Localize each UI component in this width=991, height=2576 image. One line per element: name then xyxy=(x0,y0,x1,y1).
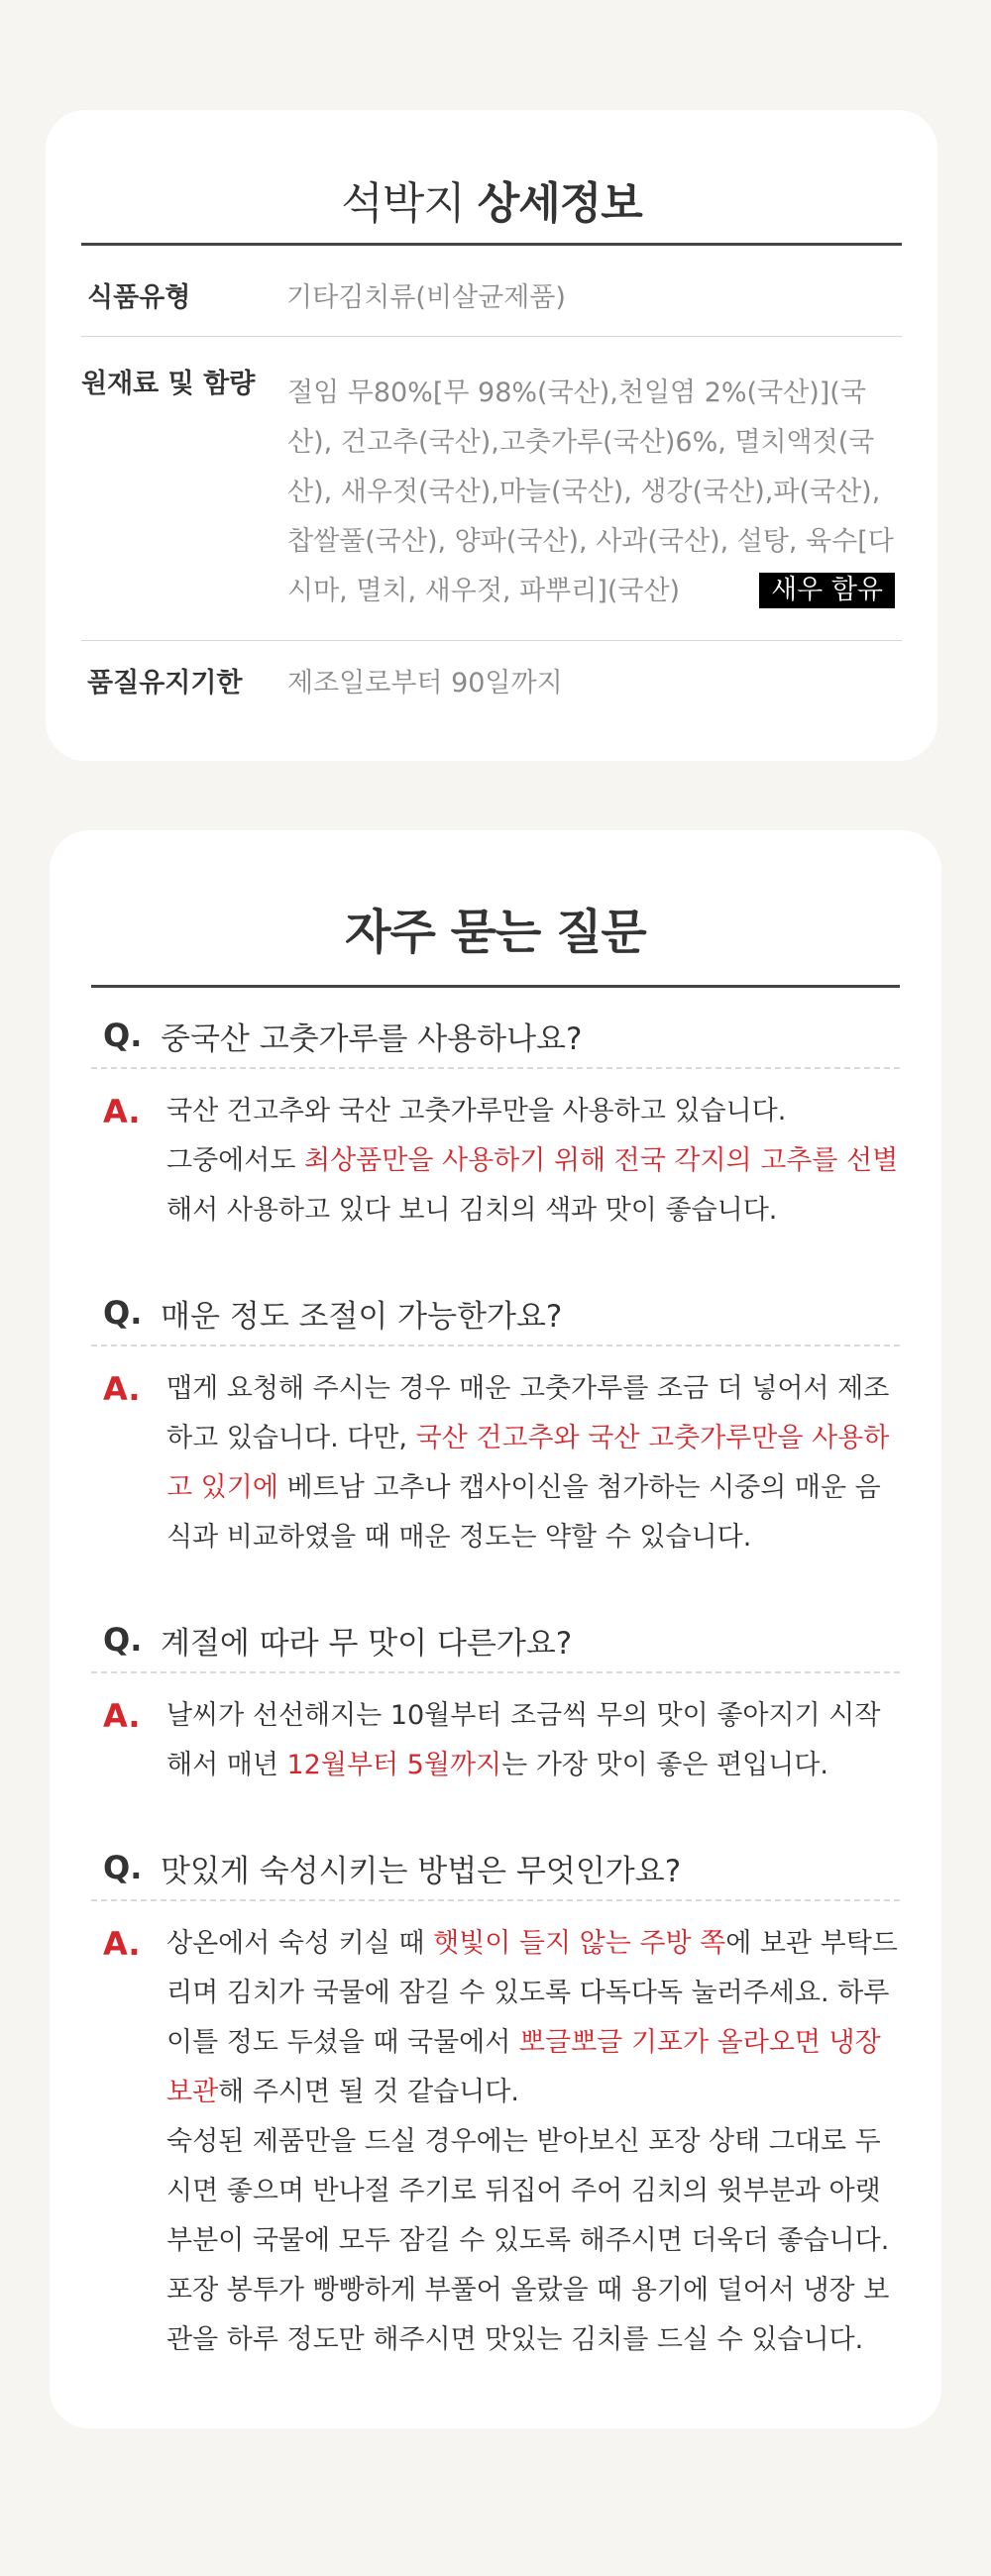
faq-item xyxy=(91,1265,900,1592)
question-mark: Q. xyxy=(103,1017,143,1054)
faq-answer-row xyxy=(91,1069,900,1265)
faq-question-row xyxy=(91,1592,900,1673)
answer-text: 날씨가 선선해지는 10월부터 조금씩 무의 맛이 좋아지기 시작해서 매년 xyxy=(166,1700,881,1780)
faq-question: 매운 정도 조절이 가능한가요? xyxy=(161,1298,563,1335)
table-row xyxy=(81,641,902,710)
answer-text: 해 주시면 될 것 같습니다. xyxy=(218,2077,519,2107)
faq-answer-row xyxy=(91,1346,900,1592)
answer-text: 는 가장 맛이 좋은 편입니다. xyxy=(501,1750,828,1780)
faq-item xyxy=(91,988,900,1265)
faq-item xyxy=(91,1592,900,1820)
faq-answer-row xyxy=(91,1901,900,2395)
table-row xyxy=(81,246,902,337)
faq-item xyxy=(91,1820,900,2395)
faq-title: 자주 묻는 질문 xyxy=(345,905,646,960)
faq-question-row xyxy=(91,988,900,1069)
answer-text: 해서 사용하고 있다 보니 김치의 색과 맛이 좋습니다. xyxy=(166,1195,778,1226)
answer-text: 그중에서도 xyxy=(166,1145,304,1176)
answer-text: 국산 건고추와 국산 고춧가루만을 사용하고 있습니다. xyxy=(166,1096,787,1127)
faq-answer-row xyxy=(91,1673,900,1820)
faq-question: 중국산 고춧가루를 사용하나요? xyxy=(161,1020,583,1057)
highlight-text: 뽀글뽀글 기포가 올라오면 냉장 보관 xyxy=(166,2027,881,2107)
answer-text: 에 보관 부탁드리며 김치가 국물에 잠길 수 있도록 다독다독 눌러주세요. 하루 이틀 정도 두셨을 때 국물에서 xyxy=(166,1928,898,2058)
table-row xyxy=(81,337,902,641)
shrimp-allergen-badge: 새우 함유 xyxy=(759,573,895,608)
faq-answer xyxy=(161,1691,900,1790)
answer-text: 베트남 고추나 캡사이신을 첨가하는 시중의 매운 음식과 비교하였을 때 매운 정도는 약할 수 있습니다. xyxy=(166,1472,881,1553)
shelf-life-label: 품질유지기한 xyxy=(87,668,243,698)
faq-question: 맛있게 숙성시키는 방법은 무엇인가요? xyxy=(161,1853,682,1889)
highlight-text: 국산 건고추와 국산 고춧가루만을 사용하고 있기에 xyxy=(166,1423,890,1503)
answer-text: 숙성된 제품만을 드실 경우에는 받아보신 포장 상태 그대로 두시면 좋으며 반나절 주기로 뒤집어 주어 김치의 윗부분과 아랫부분이 국물에 모두 잠길 수 있도록 해주시면 더욱더 좋습니다. xyxy=(166,2126,890,2256)
answer-mark: A. xyxy=(103,1370,141,1408)
detail-title-light: 석박지 xyxy=(341,178,465,229)
food-type-value: 기타김치류(비살균제품) xyxy=(286,282,566,313)
highlight-text: 최상품만을 사용하기 위해 전국 각지의 고추를 선별 xyxy=(304,1145,899,1176)
highlight-text: 햇빛이 들지 않는 주방 쪽 xyxy=(433,1928,726,1959)
question-mark: Q. xyxy=(103,1849,143,1886)
detail-title xyxy=(81,110,902,243)
product-detail-card xyxy=(46,110,937,761)
answer-text: 상온에서 숙성 키실 때 xyxy=(166,1928,434,1959)
detail-table xyxy=(81,246,902,709)
question-mark: Q. xyxy=(103,1294,143,1332)
food-type-label: 식품유형 xyxy=(87,282,191,313)
answer-mark: A. xyxy=(103,1697,141,1735)
faq-question-row xyxy=(91,1820,900,1901)
faq-answer xyxy=(161,1087,900,1235)
answer-text: 포장 봉투가 빵빵하게 부풀어 올랐을 때 용기에 덜어서 냉장 보관을 하루 정도만 해주시면 맛있는 김치를 드실 수 있습니다. xyxy=(166,2275,890,2355)
detail-title-bold: 상세정보 xyxy=(477,178,642,229)
faq-list xyxy=(91,988,900,2395)
ingredients-value: 절임 무80%[무 98%(국산),천일염 2%(국산)](국산), 건고추(국산),고춧가루(국산)6%, 멸치액젓(국산), 새우젓(국산),마늘(국산), 생강(국산),파(국산),찹쌀풀(국산), 양파(국산), 사과(국산), 설탕, 육수[다시마, 멸치, 새우젓, 파뿌리](국산) xyxy=(287,377,894,606)
faq-answer xyxy=(161,1364,900,1562)
shelf-life-value: 제조일로부터 90일까지 xyxy=(287,668,563,698)
faq-answer xyxy=(161,1919,900,2365)
ingredients-label: 원재료 및 함량 xyxy=(81,369,256,399)
answer-mark: A. xyxy=(103,1093,141,1130)
question-mark: Q. xyxy=(103,1621,143,1659)
faq-question-row xyxy=(91,1265,900,1346)
faq-card xyxy=(50,830,941,2428)
answer-text: 맵게 요청해 주시는 경우 매운 고춧가루를 조금 더 넣어서 제조하고 있습니다. 다만, xyxy=(166,1373,890,1453)
answer-mark: A. xyxy=(103,1925,141,1963)
highlight-text: 12월부터 5월까지 xyxy=(286,1750,502,1780)
ingredients-value-cell xyxy=(286,337,902,641)
faq-question: 계절에 따라 무 맛이 다른가요? xyxy=(161,1625,573,1662)
